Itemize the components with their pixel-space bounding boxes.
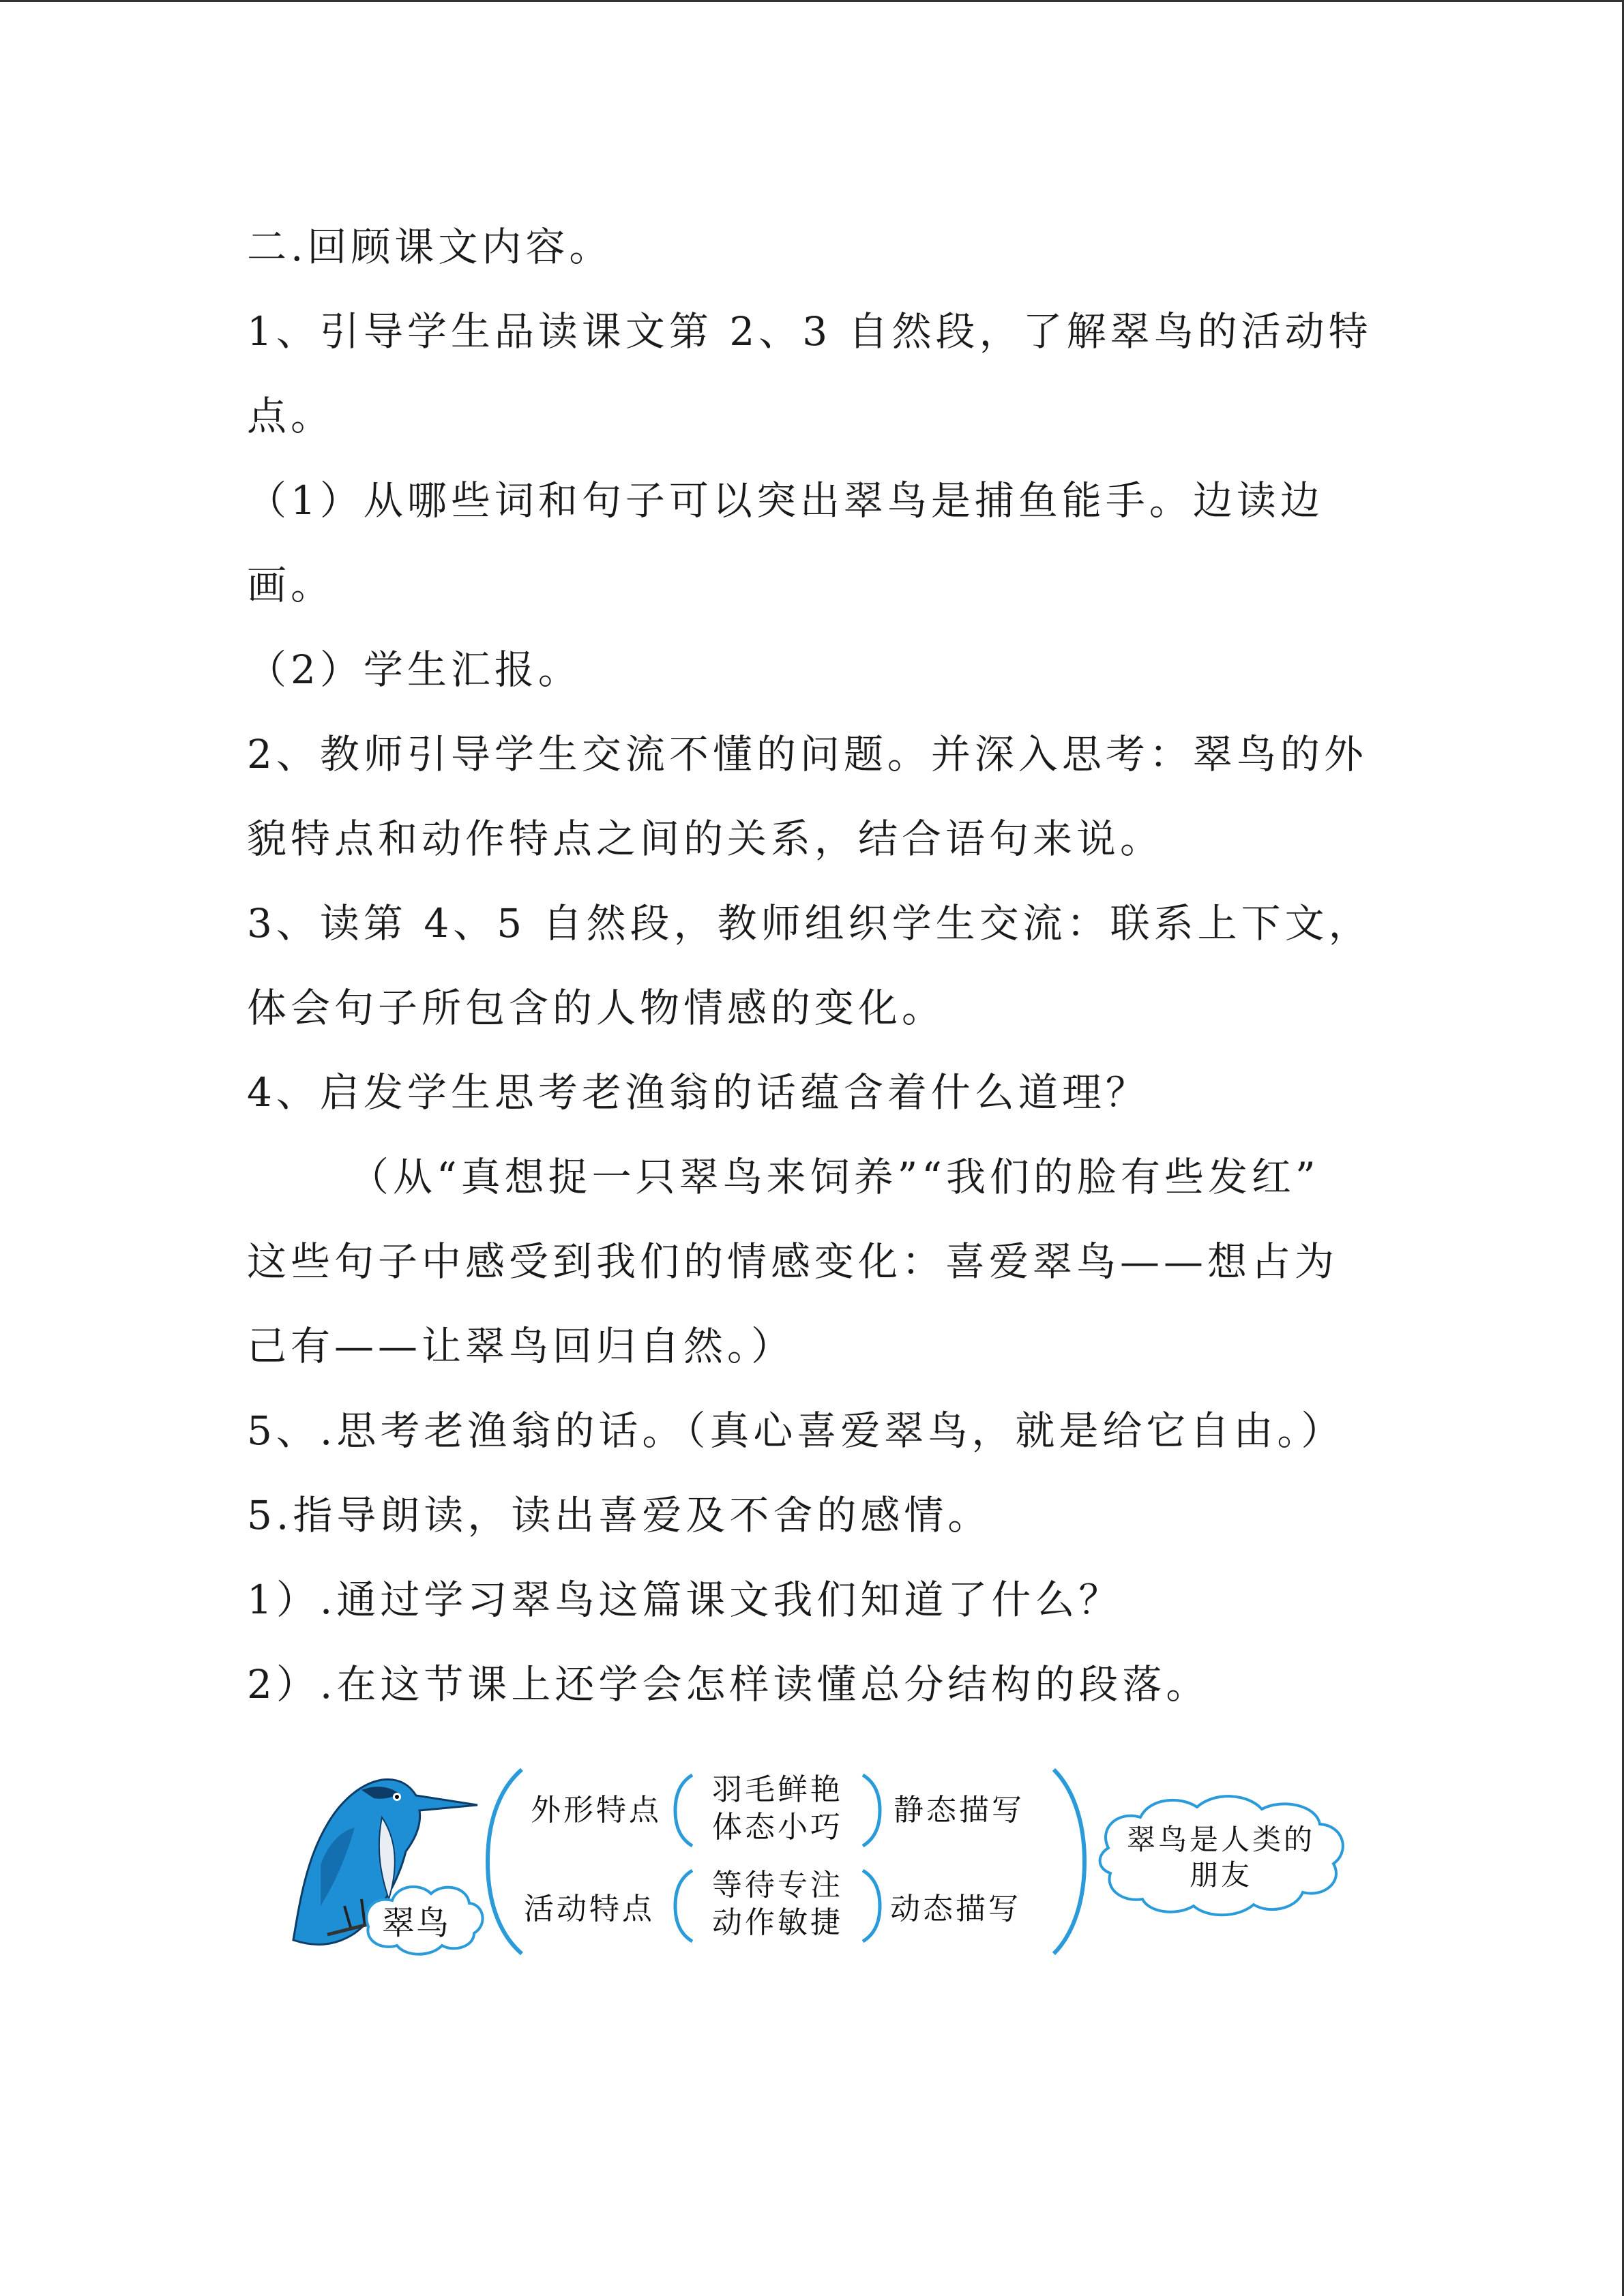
- text-line: 貌特点和动作特点之间的关系，结合语句来说。: [247, 816, 1164, 862]
- left-brace-shape: [488, 1770, 522, 1954]
- brace-shape: [675, 1775, 692, 1846]
- text-line: 2）.在这节课上还学会怎样读懂总分结构的段落。: [247, 1661, 1210, 1708]
- text-line: 体会句子所包含的人物情感的变化。: [247, 985, 946, 1031]
- section-heading: 二.回顾课文内容。: [247, 224, 613, 270]
- conclusion-line-2: 朋友: [1189, 1858, 1252, 1892]
- text-line: 画。: [247, 562, 335, 608]
- text-line: 己有——让翠鸟回归自然。）: [247, 1323, 795, 1369]
- center-label: 翠鸟: [382, 1904, 451, 1942]
- text-line: 5、.思考老渔翁的话。（真心喜爱翠鸟，就是给它自由。）: [247, 1407, 1345, 1454]
- appearance-detail-2: 体态小巧: [712, 1810, 843, 1845]
- activity-detail-2: 动作敏捷: [712, 1905, 843, 1940]
- activity-detail-1: 等待专注: [712, 1868, 843, 1903]
- text-line: 5.指导朗读，读出喜爱及不舍的感情。: [247, 1492, 992, 1538]
- blackboard-diagram: [280, 1742, 1371, 1967]
- text-line: 4、启发学生思考老渔翁的话蕴含着什么道理？: [247, 1069, 1149, 1116]
- text-line: （从“真想捉一只翠鸟来饲养”“我们的脸有些发红”: [349, 1154, 1320, 1200]
- text-line: 这些句子中感受到我们的情感变化：喜爱翠鸟——想占为: [247, 1238, 1339, 1285]
- appearance-detail-1: 羽毛鲜艳: [712, 1772, 843, 1807]
- brace-shape: [675, 1870, 692, 1941]
- activity-label: 活动特点: [524, 1892, 655, 1926]
- text-line: 1、引导学生品读课文第 2、3 自然段，了解翠鸟的活动特: [247, 308, 1372, 355]
- static-description: 静态描写: [894, 1793, 1024, 1828]
- text-line: （2）学生汇报。: [247, 646, 582, 693]
- text-line: 点。: [247, 393, 335, 439]
- text-line: 3、读第 4、5 自然段，教师组织学生交流：联系上下文，: [247, 900, 1372, 946]
- dynamic-description: 动态描写: [890, 1892, 1021, 1926]
- brace-shape: [863, 1870, 880, 1941]
- text-line: （1）从哪些词和句子可以突出翠鸟是捕鱼能手。边读边: [247, 477, 1324, 524]
- text-line: 1）.通过学习翠鸟这篇课文我们知道了什么？: [247, 1577, 1123, 1623]
- appearance-label: 外形特点: [531, 1793, 662, 1828]
- conclusion-line-1: 翠鸟是人类的: [1126, 1823, 1315, 1856]
- text-line: 2、教师引导学生交流不懂的问题。并深入思考：翠鸟的外: [247, 731, 1368, 777]
- lesson-text: [247, 205, 1379, 1727]
- brace-shape: [863, 1775, 880, 1846]
- right-brace-shape: [1054, 1770, 1084, 1954]
